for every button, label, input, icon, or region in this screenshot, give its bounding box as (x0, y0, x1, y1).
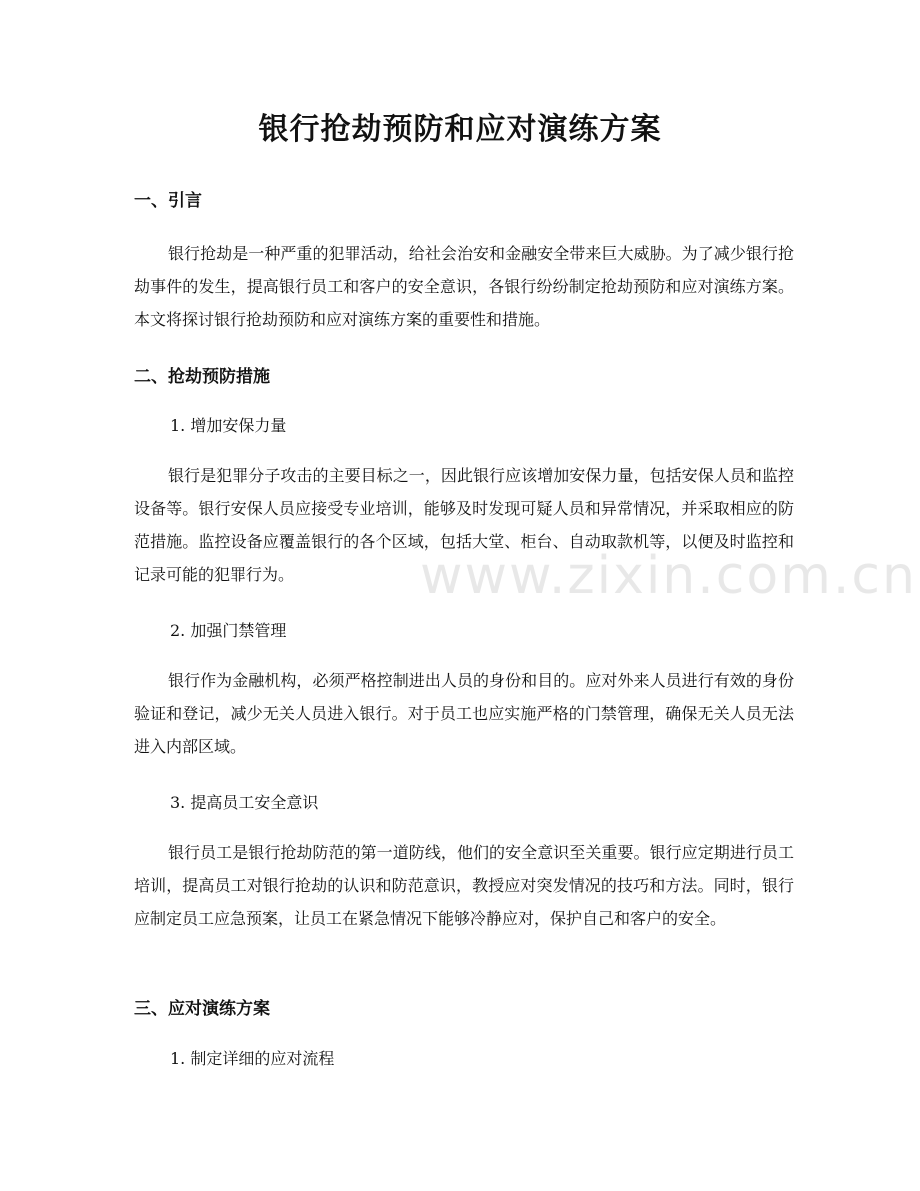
introduction-paragraph: 银行抢劫是一种严重的犯罪活动，给社会治安和金融安全带来巨大威胁。为了减少银行抢劫事件的发生，提高银行员工和客户的安全意识，各银行纷纷制定抢劫预防和应对演练方案。本文将探讨银行抢劫预防和应对演练方案的重要性和措施。 (134, 244, 794, 329)
section-heading-drill-plan: 三、应对演练方案 (134, 999, 270, 1019)
watermark: www.zixin.com.cn (420, 546, 917, 606)
subheading-response-process: 1. 制定详细的应对流程 (170, 1049, 335, 1068)
section-heading-prevention: 二、抢劫预防措施 (134, 367, 270, 387)
access-control-paragraph: 银行作为金融机构，必须严格控制进出人员的身份和目的。应对外来人员进行有效的身份验证和登记，减少无关人员进入银行。对于员工也应实施严格的门禁管理，确保无关人员无法进入内部区域。 (134, 671, 794, 756)
page-title: 银行抢劫预防和应对演练方案 (258, 112, 662, 147)
section-heading-introduction: 一、引言 (134, 191, 202, 211)
subheading-staff-awareness: 3. 提高员工安全意识 (170, 793, 319, 812)
security-force-paragraph: 银行是犯罪分子攻击的主要目标之一，因此银行应该增加安保力量，包括安保人员和监控设备等。银行安保人员应接受专业培训，能够及时发现可疑人员和异常情况，并采取相应的防范措施。监控设备应覆盖银行的各个区域，包括大堂、柜台、自动取款机等，以便及时监控和记录可能的犯罪行为。 (134, 466, 794, 584)
staff-awareness-paragraph: 银行员工是银行抢劫防范的第一道防线，他们的安全意识至关重要。银行应定期进行员工培训，提高员工对银行抢劫的认识和防范意识，教授应对突发情况的技巧和方法。同时，银行应制定员工应急预案，让员工在紧急情况下能够冷静应对，保护自己和客户的安全。 (134, 843, 794, 928)
subheading-security-force: 1. 增加安保力量 (170, 416, 287, 435)
subheading-access-control: 2. 加强门禁管理 (170, 621, 287, 640)
